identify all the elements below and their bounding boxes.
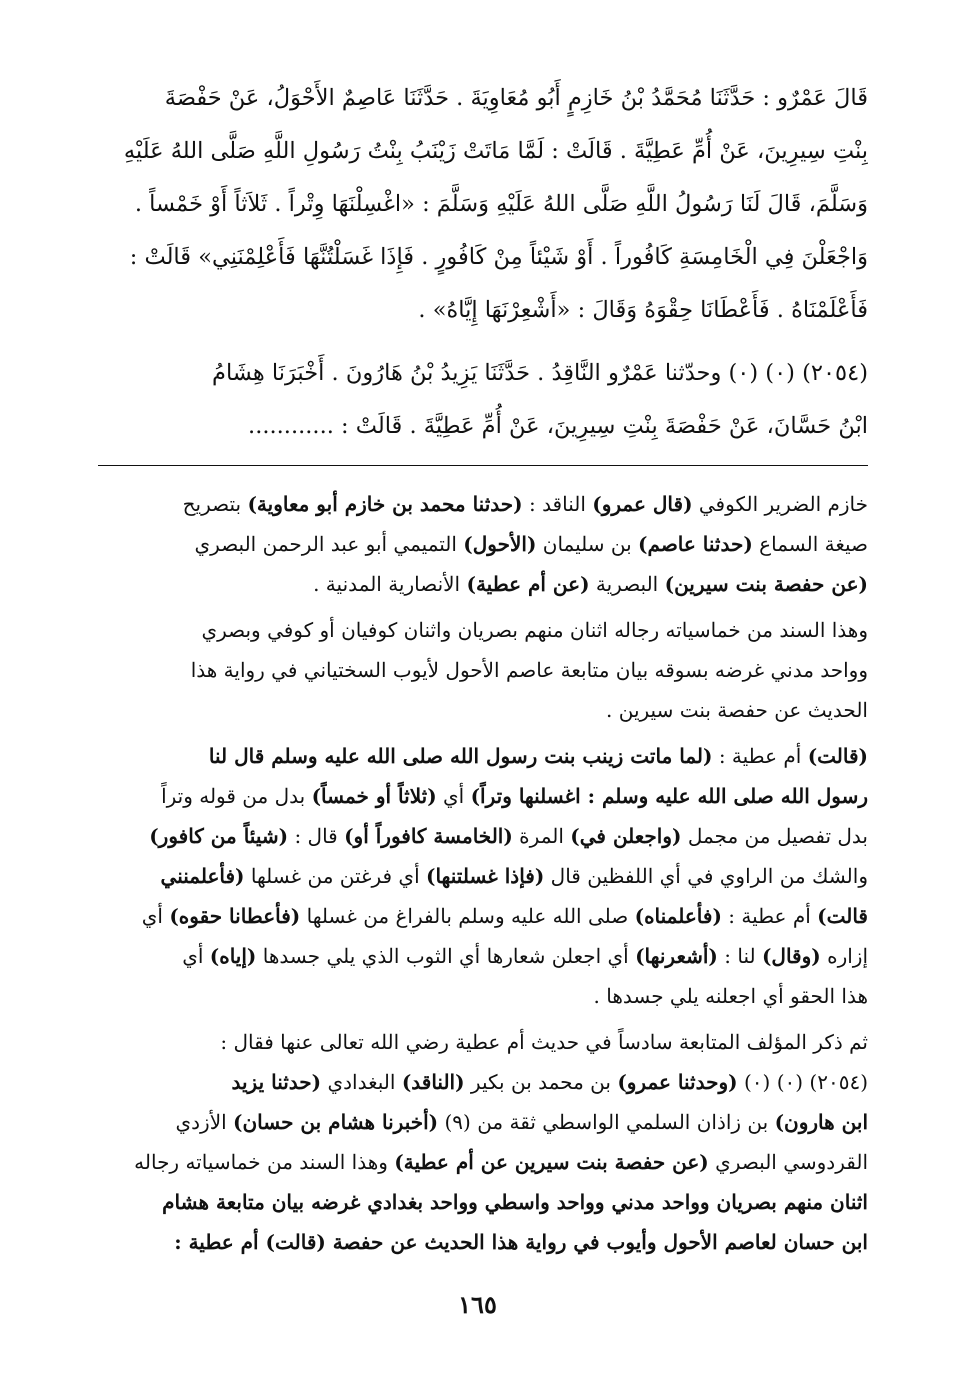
commentary-bold: (وحدثنا عمرو) [617,1070,738,1094]
commentary-text: لنا : [717,944,762,968]
commentary-line: ثم ذكر المؤلف المتابعة سادساً في حديث أم عطية رضي الله تعالى عنها فقال : [220,1030,868,1054]
commentary-line [98,1062,868,1102]
commentary-text: أم عطية : [712,744,808,768]
commentary-line [98,524,868,564]
commentary-line: وهذا السند من خماسياته رجاله اثنان منهم بصريان واثنان كوفيان أو كوفي وبصري [201,618,868,642]
commentary-line [98,856,868,896]
commentary-text: إزاره [820,944,868,968]
commentary-bold: (وقال) [761,944,821,968]
commentary [98,484,868,1262]
commentary-bold: (قالت) [265,1230,326,1254]
commentary-text: البغدادي [321,1070,402,1094]
commentary-text: البصرية [589,572,665,596]
commentary-bold: أم عطية : [174,1230,266,1254]
commentary-text: بن سليمان [536,532,639,556]
commentary-bold: (واجعلن في) [570,824,682,848]
commentary-text: القردوسي البصري [708,1150,868,1174]
hadith-line: فَأَعْلَمْنَاهُ . فَأَعْطَانَا حِقْوَهُ وَقَالَ : «أَشْعِرْنَهَا إِيَّاهُ» . [418,297,868,323]
hadith-line: وَاجْعَلْنَ فِي الْخَامِسَةِ كَافُوراً . أَوْ شَيْئاً مِنْ كَافُورٍ . فَإِذَا غَسَلْتُنَّهَا فَأَعْلِمْنَنِي» قَالَتْ : [129,244,868,270]
commentary-bold: (عن أم عطية) [466,572,590,596]
commentary-text: قال : [288,824,345,848]
commentary-line [98,1142,868,1182]
commentary-line [98,564,868,604]
commentary-text: أي [436,784,471,808]
commentary-bold: (عن حفصة بنت سيرين عن أم عطية) [394,1150,709,1174]
footnote-divider [98,465,868,466]
commentary-bold: (حدثنا يزيد [231,1070,322,1094]
commentary-line [98,776,868,816]
commentary-text: بتصريح [182,492,248,516]
commentary-line [98,896,868,936]
commentary-bold: (أشعرنها) [635,944,718,968]
commentary-bold: (قالت) [807,744,868,768]
commentary-line [98,1102,868,1142]
commentary-line: وواحد مدني غرضه بسوقه بيان متابعة عاصم الأحول لأيوب السختياني في رواية هذا [190,658,868,682]
commentary-line [98,730,868,776]
commentary-bold: (إياه) [209,944,257,968]
commentary-text: أي [141,904,170,928]
commentary-text: أي فرغتن من غسلها [244,864,426,888]
commentary-text: (٢٠٥٤) (٠) (٠) [737,1070,868,1094]
commentary-bold: قالت) [817,904,868,928]
commentary-text: بن زاذان السلمي الواسطي ثقة من (٩) [438,1110,775,1134]
commentary-text: بدل من قوله وتراً [161,784,312,808]
commentary-bold: رسول الله صلى الله عليه وسلم : اغسلنها وتراً) [470,784,868,808]
hadith-text [98,72,868,453]
commentary-text: الأنصارية المدنية . [313,572,467,596]
commentary-bold: (لما ماتت زينب بنت رسول الله صلى الله عليه وسلم قال لنا [208,744,713,768]
commentary-text: التميمي أبو عبد الرحمن البصري [194,532,464,556]
commentary-bold: (الخامسة كافوراً أو) [344,824,513,848]
commentary-bold: (فأعطانا حقوه) [169,904,301,928]
commentary-line [98,484,868,524]
commentary-line [98,1222,868,1262]
commentary-text: صلى الله عليه وسلم بالفراغ من غسلها [300,904,635,928]
commentary-line [98,936,868,976]
commentary-bold: (قال عمرو) [592,492,693,516]
hadith-line: ابْنُ حَسَّانَ، عَنْ حَفْصَةَ بِنْتِ سِيرِينَ، عَنْ أُمِّ عَطِيَّةَ . قَالَتْ : ............ [248,413,868,439]
commentary-bold: (عن حفصة بنت سيرين) [664,572,868,596]
commentary-bold: (الناقد) [401,1070,465,1094]
commentary-bold: (فأعلمناه) [634,904,722,928]
commentary-text: الناقد : [522,492,593,516]
commentary-text: أي اجعلن شعارها أي الثوب الذي يلي جسدها [256,944,636,968]
commentary-text: المرة [512,824,571,848]
commentary-line [98,1182,868,1222]
commentary-bold: (ثلاثاً أو خمساً) [311,784,437,808]
commentary-bold: (فأعلمنني [160,864,245,888]
commentary-bold: (حدثنا عاصم) [638,532,753,556]
hadith-line: بِنْتِ سِيرِينَ، عَنْ أُمِّ عَطِيَّةَ . قَالَتْ : لَمَّا مَاتَتْ زَيْنَبُ بِنْتُ رَسُولِ اللَّهِ صَلَّى اللهُ عَلَيْهِ [123,138,868,164]
commentary-line: الحديث عن حفصة بنت سيرين . [606,698,868,722]
page-number: ١٦٥ [458,1290,497,1319]
commentary-text: صيغة السماع [752,532,868,556]
commentary-text: بن محمد بن بكير [464,1070,618,1094]
commentary-text: خازم الضرير الكوفي [692,492,868,516]
hadith-line: (٢٠٥٤) (٠) (٠) وحدّثنا عَمْرٌو النَّاقِدُ . حَدَّثَنَا يَزِيدُ بْنُ هَارُونَ . أَخْبَرَنَا هِشَامُ [212,360,868,386]
commentary-bold: (الأحول) [463,532,537,556]
commentary-line: هذا الحقو أي اجعلنه يلي جسدها . [593,984,868,1008]
commentary-bold: (أخبرنا هشام بن حسان) [233,1110,439,1134]
commentary-bold: (شيئاً من كافور) [149,824,289,848]
commentary-bold: ابن حسان لعاصم الأحول وأيوب في رواية هذا الحديث عن حفصة [325,1230,868,1254]
commentary-text: الأزدي [175,1110,234,1134]
commentary-bold: (حدثنا محمد بن خازم أبو معاوية) [247,492,523,516]
commentary-bold: (فإذا غسلتنها) [426,864,545,888]
commentary-text: والشك من الراوي في أي اللفظين قال [544,864,868,888]
hadith-line: وَسَلَّمَ، قَالَ لَنَا رَسُولُ اللَّهِ صَلَّى اللهُ عَلَيْهِ وَسَلَّمَ : «اغْسِلْنَهَا وِتْراً . ثَلاَثاً أَوْ خَمْساً . [134,191,868,217]
commentary-text: أي [182,944,210,968]
commentary-text: وهذا السند من خماسياته رجاله [134,1150,395,1174]
commentary-text: بدل تفصيل من مجمل [681,824,868,848]
commentary-bold: اثنان منهم بصريان وواحد مدني وواحد واسطي وواحد بغدادي غرضه بيان متابعة هشام [162,1190,868,1214]
commentary-line [98,816,868,856]
hadith-line: قَالَ عَمْرٌو : حَدَّثَنَا مُحَمَّدُ بْنُ خَازِمٍ أَبُو مُعَاوِيَةَ . حَدَّثَنَا عَاصِمٌ الأَحْوَلُ، عَنْ حَفْصَةَ [164,85,868,111]
commentary-text: أم عطية : [721,904,818,928]
commentary-bold: ابن هارون) [774,1110,868,1134]
